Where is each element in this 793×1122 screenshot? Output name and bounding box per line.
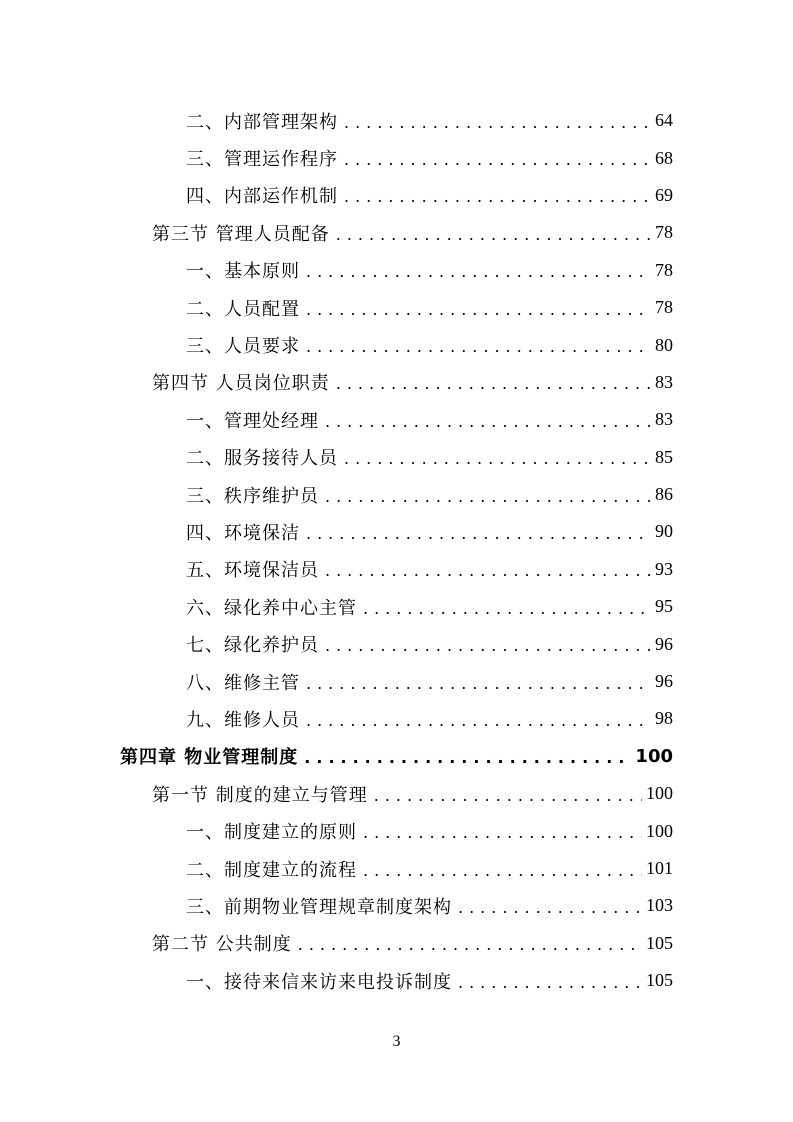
toc-entry-title: 三、管理运作程序 [186,149,338,171]
toc-entry-title: 第四节 人员岗位职责 [152,373,330,395]
dot-leader [458,975,642,991]
toc-entry[interactable] [0,177,793,214]
toc-entry-page: 83 [655,371,673,392]
dot-leader [306,302,651,318]
toc-entry-page: 85 [655,446,673,467]
dot-leader [363,825,642,841]
toc-entry-page: 105 [646,932,673,953]
dot-leader [306,264,651,280]
toc-entry[interactable] [0,925,793,962]
toc-entry-title: 二、服务接待人员 [186,448,338,470]
toc-entry[interactable] [0,214,793,251]
toc-entry-title: 四、内部运作机制 [186,186,338,208]
dot-leader [325,489,651,505]
dot-leader [325,414,651,430]
toc-entry-page: 103 [646,895,673,916]
toc-entry[interactable] [0,887,793,924]
toc-entry[interactable] [0,252,793,289]
toc-entry-page: 96 [655,633,673,654]
toc-entry-title: 三、人员要求 [186,336,300,358]
toc-entry-page: 64 [655,110,673,131]
toc-entry[interactable] [0,289,793,326]
dot-leader [336,376,651,392]
toc-entry-title: 二、人员配置 [186,298,300,320]
toc-entry[interactable] [0,326,793,363]
toc-entry-page: 93 [655,558,673,579]
toc-entry[interactable] [0,476,793,513]
toc-entry[interactable] [0,663,793,700]
toc-entry-title: 第二节 公共制度 [152,934,292,956]
toc-entry-page: 100 [635,745,673,767]
toc-entry[interactable] [0,364,793,401]
toc-entry-page: 98 [655,708,673,729]
toc-entry-page: 105 [646,970,673,991]
toc-entry[interactable] [0,102,793,139]
page-number: 3 [392,1033,401,1050]
toc-entry-title: 四、环境保洁 [186,522,300,544]
toc-entry[interactable] [0,962,793,999]
toc-entry-page: 101 [646,858,673,878]
toc-entry[interactable] [0,775,793,812]
toc-entry-page: 83 [655,409,673,430]
toc-entry-title: 一、管理处经理 [186,410,319,432]
toc-entry-page: 90 [655,521,673,542]
dot-leader [374,788,642,804]
toc-entry-page: 69 [655,184,673,205]
dot-leader [344,152,651,168]
dot-leader [325,638,651,654]
toc-entry-page: 100 [646,783,673,804]
toc-entry-title: 第四章 物业管理制度 [120,747,299,769]
toc-entry[interactable] [0,700,793,737]
toc-entry-title: 三、秩序维护员 [186,485,319,507]
dot-leader [344,189,651,205]
dot-leader [306,526,651,542]
dot-leader [306,713,651,729]
toc-entry[interactable] [0,439,793,476]
toc-entry-page: 86 [655,484,673,505]
dot-leader [336,227,651,243]
toc-entry-title: 六、绿化养中心主管 [186,597,357,619]
dot-leader [298,937,642,953]
dot-leader [363,601,651,617]
toc-entry[interactable] [0,812,793,849]
toc-entry-title: 三、前期物业管理规章制度架构 [186,896,452,918]
toc-entry-title: 二、制度建立的流程 [186,859,357,881]
toc-entry-title: 九、维修人员 [186,709,300,731]
toc-entry-page: 96 [655,671,673,692]
toc-entry-title: 第三节 管理人员配备 [152,223,330,245]
dot-leader [306,339,651,355]
toc-entry-title: 第一节 制度的建立与管理 [152,784,368,806]
toc-entry[interactable] [0,738,793,775]
toc-entry-page: 80 [655,334,673,355]
toc-entry[interactable] [0,850,793,887]
toc-entry-page: 95 [655,596,673,617]
toc-entry[interactable] [0,588,793,625]
dot-leader [458,900,642,916]
toc-entry-title: 一、基本原则 [186,261,300,283]
toc-entry-page: 68 [655,147,673,168]
dot-leader [306,676,651,692]
toc-entry[interactable] [0,625,793,662]
table-of-contents [0,102,793,999]
toc-entry-page: 100 [646,820,673,841]
toc-entry[interactable] [0,513,793,550]
toc-entry-title: 二、内部管理架构 [186,111,338,133]
toc-entry[interactable] [0,551,793,588]
toc-entry-page: 78 [655,222,673,243]
toc-entry-title: 八、维修主管 [186,672,300,694]
toc-entry-page: 78 [655,297,673,318]
toc-entry[interactable] [0,401,793,438]
toc-entry[interactable] [0,139,793,176]
dot-leader [325,563,651,579]
toc-entry-page: 78 [655,259,673,280]
dot-leader [344,115,651,131]
toc-entry-title: 一、接待来信来访来电投诉制度 [186,971,452,993]
toc-entry-title: 五、环境保洁员 [186,560,319,582]
dot-leader [363,863,642,879]
toc-entry-title: 七、绿化养护员 [186,635,319,657]
dot-leader [304,750,631,766]
dot-leader [344,451,651,467]
toc-entry-title: 一、制度建立的原则 [186,822,357,844]
